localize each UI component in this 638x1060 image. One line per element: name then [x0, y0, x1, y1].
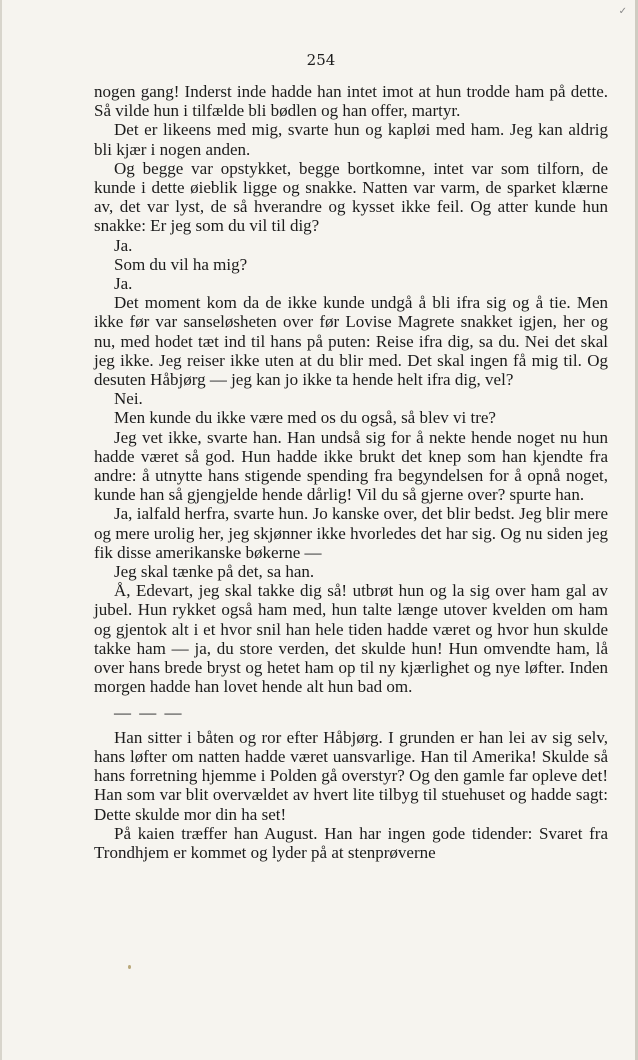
paragraph: nogen gang! Inderst inde hadde han intet imot at hun trodde ham på dette. Så vilde hun i tilfælde bli bødlen og han offer, martyr. — [94, 82, 608, 121]
paper-speck — [128, 965, 131, 969]
paragraph: Det moment kom da de ikke kunde undgå å bli ifra sig og å tie. Men ikke før var sanseløsheten over før Lovise Magrete snakket igjen, her og nu, med hodet tæt ind til hans på puten: Reise ifra dig, sa du. Nei det skal jeg ikke. Jeg reiser ikke uten at du blir med. Det skal ingen få mig til. Og desuten Håbjørg — jeg kan jo ikke ta hende helt ifra dig, vel? — [94, 293, 608, 390]
paragraph: Ja, ialfald herfra, svarte hun. Jo kanske over, det blir bedst. Jeg blir mere og mere urolig her, jeg skjønner ikke hvorledes det har sig. Og nu siden jeg fik disse amerikanske bøkerne — — [94, 504, 608, 562]
paragraph: Nei. — [114, 389, 143, 409]
paragraph: Men kunde du ikke være med os du også, så blev vi tre? — [114, 408, 496, 428]
body-text — [94, 82, 608, 862]
paragraph: Som du vil ha mig? — [114, 254, 248, 274]
page-number: 254 — [306, 51, 336, 69]
section-separator: — — — — [114, 702, 184, 722]
paragraph: Og begge var opstykket, begge bortkomne, intet var som tilforn, de kunde i dette øieblik ligge og snakke. Natten var varm, de sparket klærne av, det var lyst, de så hverandre og kysset ikke feil. Og atter kunde hun snakke: Er jeg som du vil til dig? — [94, 158, 608, 236]
corner-mark: ✓ — [618, 6, 627, 17]
paragraph: Ja. — [114, 235, 133, 255]
paragraph: På kaien træffer han August. Han har ingen gode tidender: Svaret fra Trondhjem er kommet og lyder på at stenprøverne — [94, 823, 608, 862]
paragraph: Det er likeens med mig, svarte hun og kapløi med ham. Jeg kan aldrig bli kjær i nogen anden. — [94, 120, 608, 159]
paragraph: Jeg vet ikke, svarte han. Han undså sig for å nekte hende noget nu hun hadde været så god. Hun hadde ikke brukt det knep som han kjendte fra andre: å utnytte hans stigende spending fra begyndelsen for å opnå noget, kunde han så gjengjelde hende dårlig! Vil du så gjerne over? spurte han. — [94, 427, 608, 505]
paragraph: Jeg skal tænke på det, sa han. — [114, 562, 315, 582]
paragraph: Å, Edevart, jeg skal takke dig så! utbrøt hun og la sig over ham gal av jubel. Hun rykket også ham med, hun talte længe utover kvelden om ham og gjentok alt i et hvor snil han hele tiden hadde været og hvor hun skulde takke ham — ja, du store verden, det skulde hun! Hun omvendte ham, lå over hans brede bryst og hetet ham op til ny kjærlighet og nye løfter. Inden morgen hadde han lovet hende alt hun bad om. — [94, 581, 608, 697]
paragraph: Ja. — [114, 274, 133, 294]
paragraph: Han sitter i båten og ror efter Håbjørg. I grunden er han lei av sig selv, hans løfter om natten hadde været uansvarlige. Han til Amerika! Skulde så hans forretning hjemme i Polden gå overstyr? Og den gamle far opleve det! Han som var blit overvældet av hvert lite tilbyg til stuehuset og hadde sagt: Dette skulde mor din ha set! — [94, 727, 608, 824]
